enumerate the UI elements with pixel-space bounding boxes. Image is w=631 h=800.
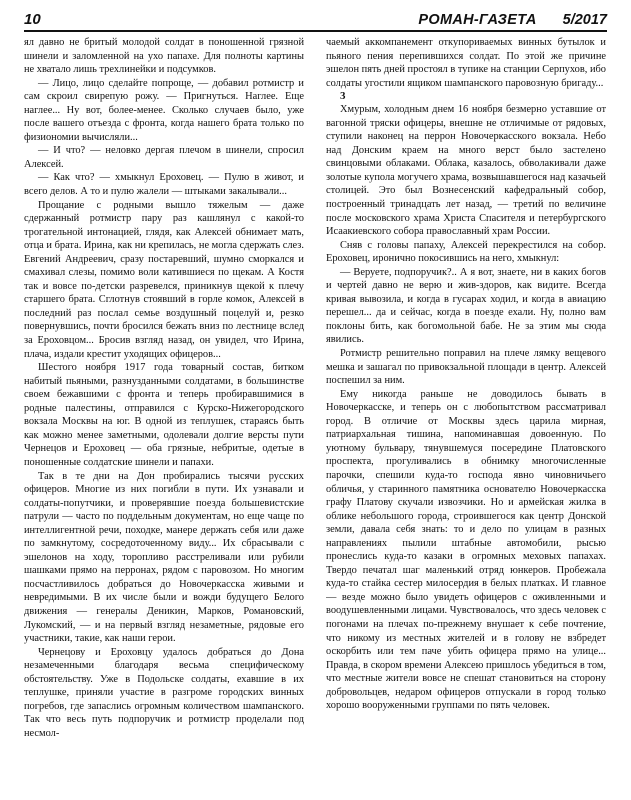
paragraph: Хмурым, холодным днем 16 ноября безмерно уставшие от вагонной тряски офицеры, внешне не отличимые от рядовых, ступили наконец на перрон Новочеркасского вокзала. Небо над Донским краем на много верст было застелено свинцовыми облаками. Облака, казалось, обволакивали даже золотые купола могучего храма, возвышавшегося над казачьей столицей. Это был Вознесенский кафедральный собор, построенный тринадцать лет назад, — третий по величине после московского храма Христа Спасителя и петербургского Исаакиевского собора православный храм России.	[326, 104, 606, 238]
paragraph: — Как что? — хмыкнул Ероховец. — Пулю в живот, и всего делов. А то и пулю жалели — штыками закалывали...	[24, 172, 304, 198]
paragraph: Ротмистр решительно поправил на плече лямку вещевого мешка и зашагал по привокзальной площади в центр. Алексей поспешил за ним.	[326, 348, 606, 387]
paragraph: ял давно не бритый молодой солдат в поношенной грязной шинели и заломленной на ухо папахе. Для полноты картины не хватало лишь трехлинейки и подсумков.	[24, 37, 304, 76]
paragraph: Чернецову и Ероховцу удалось добраться до Дона незамеченными благодаря весьма специфическому обстоятельству. Уже в Подольске солдаты, ехавшие в их теплушке, приняли участие в разгроме городских винных погребов, где запаслись огромным количеством шампанского. Так что весь путь подпоручик и ротмистр проделали под несмол-	[24, 646, 304, 739]
paragraph: — И что? — неловко дергая плечом в шинели, спросил Алексей.	[24, 145, 304, 170]
paragraph: чаемый аккомпанемент откупориваемых винных бутылок и пьяного пения перепившихся солдат. По этой же причине эшелон пять дней простоял в тупике на станции Серпухов, ибо солдаты угостили ящиком шампанского паровозную бригаду...	[326, 37, 606, 89]
chapter-number: 3	[340, 90, 346, 103]
left-column	[24, 36, 304, 796]
magazine-title: РОМАН-ГАЗЕТА	[418, 12, 537, 28]
issue-number: 5/2017	[562, 12, 607, 28]
paragraph: Шестого ноября 1917 года товарный состав, битком набитый пьяными, разнузданными солдатами, в большинстве своем бежавшими с фронта и теперь пробиравшимися в родные палестины, отправился с Курско-Нижегородского вокзала Москвы на юг. В одной из теплушек, стараясь быть как можно менее заметными, одолевали долгие версты пути Чернецов и Ероховец — оба грязные, небритые, одетые в поношенные солдатские шинели и папахи.	[24, 362, 304, 468]
page-header	[24, 8, 607, 32]
page-number: 10	[24, 11, 41, 28]
paragraph: — Веруете, подпоручик?.. А я вот, знаете, ни в каких богов и чертей давно не верю и жив-здоров, как видите. Всегда кривая вывозила, и когда в гусарах ходил, и когда в авиацию перешел... да и сейчас, когда в поезде ехали. Ну, полно вам поклоны бить, как богомольной бабе. Не за этим мы сюда явились.	[326, 266, 606, 346]
paragraph: Так в те дни на Дон пробирались тысячи русских офицеров. Многие из них погибли в пути. Их узнавали и солдаты-попутчики, и проверявшие поезда большевистские патрули — часто по поддельным документам, но еще чаще по интеллигентной речи, походке, манере держать себя или даже по замкнутому, сосредоточенному виду... Их сбрасывали с эшелонов на ходу, торопливо расстреливали или рубили шашками прямо на перронах, рядом с паровозом. Но многим посчастливилось добраться до Новочеркасска живыми и невредимыми. В их числе были и вожди будущего Белого движения — генералы Деникин, Марков, Романовский, Лукомский, — и на первый взгляд незаметные, рядовые его участники, такие, как наши герои.	[24, 470, 304, 645]
right-column	[326, 36, 606, 796]
header-right	[418, 10, 607, 30]
paragraph: Сняв с головы папаху, Алексей перекрестился на собор. Ероховец, иронично покосившись на него, хмыкнул:	[326, 239, 606, 265]
paragraph: — Лицо, лицо сделайте попроще, — добавил ротмистр и сам скроил свирепую рожу. — Пригнуться. Наглее. Еще наглее... Ну вот, более-менее. Сколько случаев было, уже после вашего отъезда с фронта, когда нашего брата только по физиономии вычисляли...	[24, 77, 304, 143]
paragraph: Прощание с родными вышло тяжелым — даже сдержанный ротмистр пару раз кашлянул с какой-то трогательной интонацией, глядя, как Алексей обнимает мать, отца и брата. Ирина, как ни крепилась, не могла сдержать слез. Евгений Андреевич, сразу постаревший, шумно сморкался и смахивал слезы, помимо воли катившиеся по щекам. А Костя так и вовсе по-детски разревелся, приникнув щекой к плечу старшего брата. Сглотнув стоявший в горле комок, Алексей в последний раз послал семье воздушный поцелуй и, резко повернувшись, почти бросился бежать вниз по лестнице вслед за Ероховцом... Бросив взгляд назад, он увидел, что Ирина, плача, издали крестит уходящих офицеров...	[24, 199, 304, 360]
paragraph: Ему никогда раньше не доводилось бывать в Новочеркасске, и теперь он с любопытством рассматривал город. В отличие от Москвы здесь царила мирная, патриархальная тишина, напоминавшая довоенную. По уютному бульвару, тянувшемуся посередине Платовского проспекта, прогуливались в обнимку многочисленные парочки, спешили куда-то господа явно чиновничьего обличья, у старинного памятника основателю Новочеркасска графу Платову скучали извозчики. Но и армейская жилка в облике небольшого города, строившегося как центр Донской земли, давала себя знать: то и дело по улицам в разных направлениях пылили штабные автомобили, рысью пронеслись куда-то казаки в огромных меховых папахах. Твердо печатал шаг маленький отряд юнкеров. Пробежала куда-то стайка сестер милосердия в белых платках. И главное — везде можно было увидеть офицеров с оживленными и воодушевленными лицами. Чувствовалось, что здесь человек с погонами на плечах по-прежнему внушает к себе почтение, что никому из местных жителей и в голову не взбредет оскорбить или тем паче убить офицера прямо на улице... Правда, в скором времени Алексею пришлось убедиться в том, что местные жители вовсе не спешат становиться на сторону добровольцев, недаром офицеров отпускали в город только хорошо вооруженными группами по пять человек.	[326, 388, 606, 712]
